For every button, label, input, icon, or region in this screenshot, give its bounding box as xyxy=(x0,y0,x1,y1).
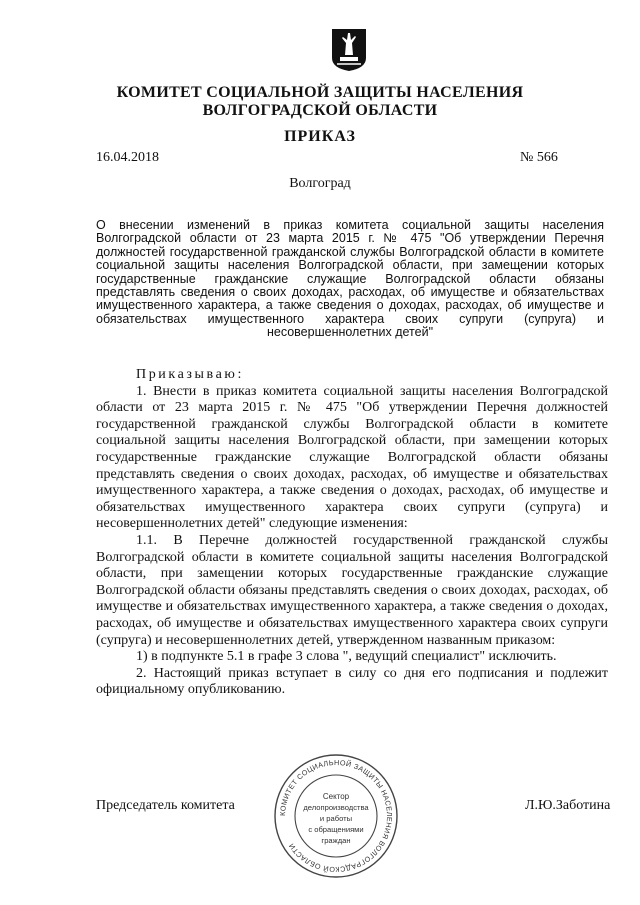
paragraph-1-1: 1.1. В Перечне должностей государственной гражданской службы Волгоградской области в комитете социальной защиты населения Волгоградской области, при замещении которых государственные гражданские служащие Волгоградской области обязаны представлять сведения о своих доходах, расходах, об имуществе и обязательствах имущественного характера, а также сведения о доходах, расходах, об имуществе и обязательствах имущественного характера своих супруги (супруга) и несовершеннолетних детей, утвержденном названным приказом: xyxy=(96,532,608,648)
order-word: Приказываю: xyxy=(136,367,244,382)
organization-name-line2: ВОЛГОГРАДСКОЙ ОБЛАСТИ xyxy=(202,102,438,119)
document-city: Волгоград xyxy=(289,176,351,191)
stamp-center-line-5: граждан xyxy=(321,836,351,845)
signatory-name: Л.Ю.Заботина xyxy=(525,798,611,813)
stamp-center-line-4: с обращениями xyxy=(308,825,364,834)
signatory-title: Председатель комитета xyxy=(96,798,235,813)
paragraph-1: 1. Внести в приказ комитета социальной защиты населения Волгоградской области от 23 марта 2015 г. № 475 "Об утверждении Перечня должностей государственной гражданской службы Волгоградской области в комитете социальной защиты населения Волгоградской области, при замещении которых государственные гражданские служащие Волгоградской области обязаны представлять сведения о своих доходах, расходах, об имуществе и обязательствах имущественного характера, а также сведения о доходах, расходах, об имуществе и обязательствах имущественного характера своих супруги (супруга) и несовершеннолетних детей" следующие изменения: xyxy=(96,383,608,532)
document-date: 16.04.2018 xyxy=(96,150,159,165)
document-number: № 566 xyxy=(520,150,558,165)
stamp-ring-textpath: КОМИТЕТ СОЦИАЛЬНОЙ ЗАЩИТЫ НАСЕЛЕНИЯ ВОЛГОГРАДСКОЙ ОБЛАСТИ xyxy=(277,757,395,875)
volgograd-emblem-icon xyxy=(331,28,367,72)
stamp-center-line-2: делопроизводства xyxy=(303,803,369,812)
stamp-center-line-3: и работы xyxy=(319,814,353,823)
organization-name-line1: КОМИТЕТ СОЦИАЛЬНОЙ ЗАЩИТЫ НАСЕЛЕНИЯ xyxy=(116,84,524,101)
paragraph-2: 2. Настоящий приказ вступает в силу со дня его подписания и подлежит официальному опубликованию. xyxy=(96,665,608,698)
document-type: ПРИКАЗ xyxy=(284,128,356,145)
stamp-center-line-1: Сектор xyxy=(322,792,350,801)
stamp xyxy=(272,752,400,880)
document-subject: О внесении изменений в приказ комитета социальной защиты населения Волгоградской области от 23 марта 2015 г. № 475 "Об утверждении Перечня должностей государственной гражданской службы Волгоградской области в комитете социальной защиты населения Волгоградской области, при замещении которых государственные гражданские служащие Волгоградской области обязаны представлять сведения о своих доходах, расходах, об имуществе и обязательствах имущественного характера, а также сведения о доходах, расходах, об имуществе и обязательствах имущественного характера своих супруги (супруга) и несовершеннолетних детей" xyxy=(96,218,604,340)
paragraph-1-1-1: 1) в подпункте 5.1 в графе 3 слова ", ведущий специалист" исключить. xyxy=(136,649,557,665)
document-body xyxy=(96,367,608,699)
